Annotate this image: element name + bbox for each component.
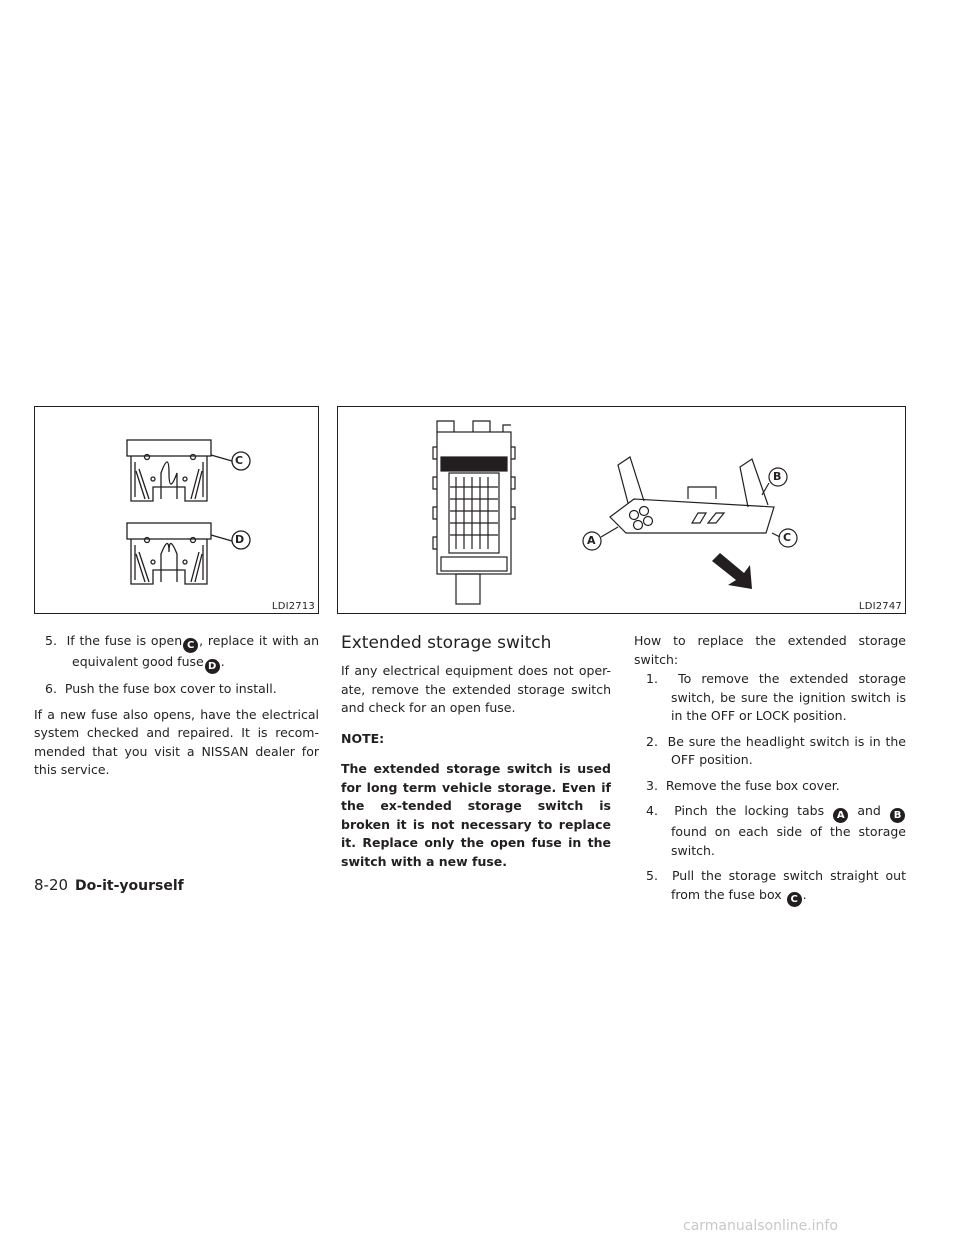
storage-switch-illustration [338, 407, 907, 615]
note-text: The extended storage switch is used for long term vehicle storage. Even if the ex-tended storage switch is broken it is not necessary to replace it. Replace only the open fuse in the switch with a new fuse. [341, 761, 611, 869]
badge-a-icon: A [833, 808, 848, 823]
right-column [634, 632, 906, 907]
callout-b-label: B [773, 470, 782, 483]
step-6-push-cover: 6. Push the fuse box cover to install. [45, 681, 277, 696]
section-heading: Extended storage switch [341, 633, 552, 653]
figure-code-left: LDI2713 [271, 601, 315, 612]
badge-d-icon: D [205, 659, 220, 674]
watermark: carmanualsonline.info [683, 1218, 838, 1234]
callout-d-label: D [235, 533, 245, 546]
callout-c-label: C [235, 454, 244, 467]
badge-b-icon: B [890, 808, 905, 823]
middle-column [341, 662, 611, 871]
fuse-figure [34, 406, 319, 614]
intro-paragraph: If any electrical equipment does not oper-ate, remove the extended storage switch and check for an open fuse. [341, 663, 611, 715]
callout-a-label: A [587, 534, 596, 547]
how-to-intro: How to replace the extended storage switch: [634, 633, 906, 667]
left-column [34, 632, 319, 780]
step-5-replace-fuse: 5. If the fuse is open C , replace it with an equivalent good fuse D . [45, 633, 320, 672]
step-2-headlight: 2. Be sure the headlight switch is in the OFF position. [646, 733, 906, 767]
storage-switch-figure [337, 406, 906, 614]
fuse-illustration [35, 407, 320, 615]
page-footer [34, 876, 184, 894]
badge-c-icon: C [787, 892, 802, 907]
electrical-check-paragraph: If a new fuse also opens, have the electrical system checked and repaired. It is recom-mended that you visit a NISSAN dealer for this service. [34, 706, 319, 777]
step-4-pinch-tabs: 4. Pinch the locking tabs A and B found on each side of the storage switch. [646, 803, 906, 858]
page-number: 8-20 [34, 876, 69, 894]
badge-c-icon: C [183, 638, 198, 653]
note-label: NOTE: [341, 730, 385, 746]
step-3-remove-cover: 3. Remove the fuse box cover. [646, 777, 840, 793]
step-1-ignition: 1. To remove the extended storage switch, be sure the ignition switch is in the OFF or LOCK position. [646, 671, 906, 723]
step-5-pull-switch: 5. Pull the storage switch straight out from the fuse box C . [646, 868, 906, 905]
section-name: Do-it-yourself [75, 878, 184, 894]
callout-c-label: C [783, 531, 792, 544]
figure-code-right: LDI2747 [858, 601, 902, 612]
